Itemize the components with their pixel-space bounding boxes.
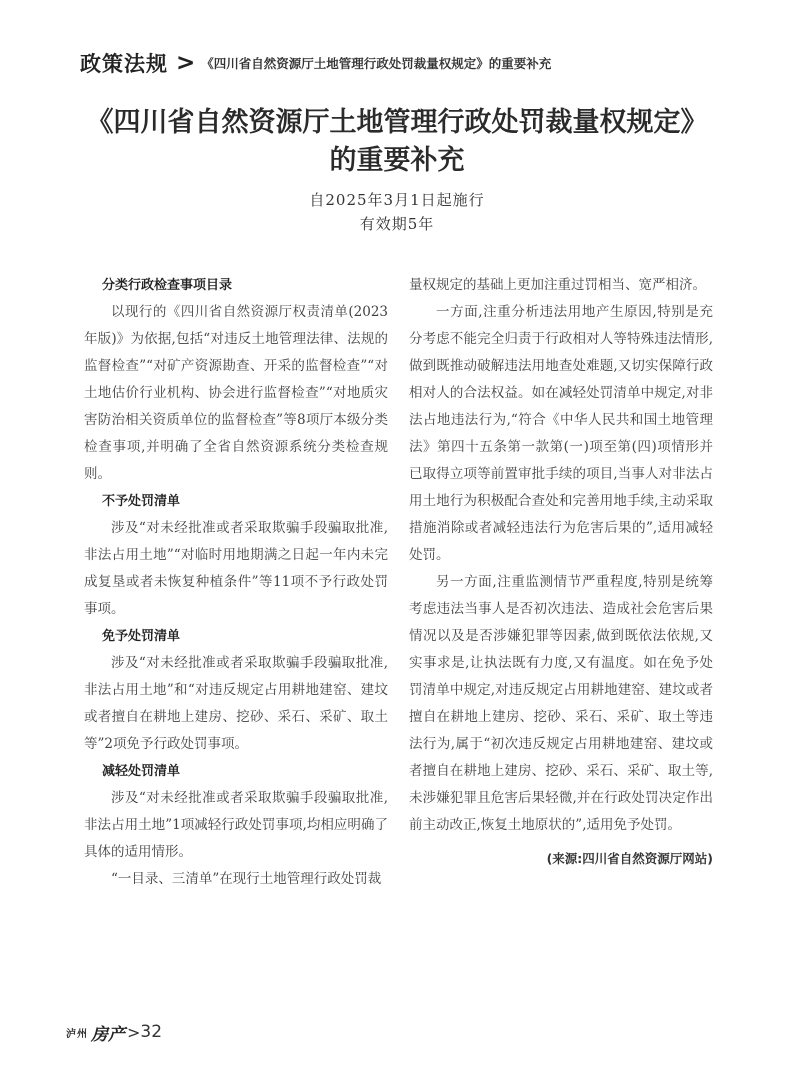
paragraph-second-aspect: 另一方面,注重监测情节严重程度,特别是统筹考虑违法当事人是否初次违法、造成社会危害后果情况以及是否涉嫌犯罪等因素,做到既依法依规,又实事求是,让执法既有力度,又有温度。如在免予处罚清单中规定,对违反规定占用耕地建窑、建坟或者擅自在耕地上建房、挖砂、采石、采矿、取土等违法行为,属于“初次违反规定占用耕地建窑、建坟或者擅自在耕地上建房、挖砂、采石、采矿、取土等,未涉嫌犯罪且危害后果轻微,并在行政处罚决定作出前主动改正,恢复土地原状的”,适用免予处罚。 — [409, 574, 713, 833]
magazine-logo: 房产 — [91, 1024, 125, 1045]
page-number: 32 — [140, 1022, 163, 1042]
body-column-right — [409, 272, 713, 872]
paragraph-no-penalty-list: 涉及“对未经批准或者采取欺骗手段骗取批准,非法占用土地”“对临时用地期满之日起一年内未完成复垦或者未恢复种植条件”等11项不予行政处罚事项。 — [84, 520, 388, 617]
running-title: 《四川省自然资源厅土地管理行政处罚裁量权规定》的重要补充 — [201, 56, 552, 71]
body-column-left — [84, 272, 388, 893]
subheading-exempt-penalty-list: 免予处罚清单 — [102, 629, 181, 644]
article-title-block — [60, 104, 734, 236]
paragraph-summary-start: “一目录、三清单”在现行土地管理行政处罚裁 — [111, 871, 382, 887]
paragraph-reduced-penalty-list: 涉及“对未经批准或者采取欺骗手段骗取批准,非法占用土地”1项减轻行政处罚事项,均相应明确了具体的适用情形。 — [84, 790, 388, 860]
page-footer — [66, 1020, 162, 1044]
chevron-right-icon: > — [176, 50, 196, 76]
subheading-inspection-catalog: 分类行政检查事项目录 — [102, 278, 233, 293]
section-name: 政策法规 — [80, 52, 168, 76]
article-title-line-1: 《四川省自然资源厅土地管理行政处罚裁量权规定》 — [86, 107, 708, 138]
article-title — [60, 104, 734, 180]
effective-date: 自2025年3月1日起施行 — [309, 191, 485, 209]
article-title-line-2: 的重要补充 — [329, 145, 465, 176]
validity-period: 有效期5年 — [359, 215, 435, 233]
chevron-right-icon: > — [127, 1022, 141, 1042]
subheading-reduced-penalty-list: 减轻处罚清单 — [102, 764, 181, 779]
footer-city: 泸州 — [66, 1028, 88, 1040]
source-credit: (来源:四川省自然资源厅网站) — [546, 851, 713, 866]
paragraph-exempt-penalty-list: 涉及“对未经批准或者采取欺骗手段骗取批准,非法占用土地”和“对违反规定占用耕地建窑、建坟或者擅自在耕地上建房、挖砂、采石、采矿、取土等”2项免予行政处罚事项。 — [84, 655, 388, 752]
paragraph-inspection-catalog: 以现行的《四川省自然资源厅权责清单(2023年版)》为依据,包括“对违反土地管理法律、法规的监督检查”“对矿产资源勘查、开采的监督检查”“对土地估价行业机构、协会进行监督检查”“对地质灾害防治相关资质单位的监督检查”等8项厅本级分类检查事项,并明确了全省自然资源系统分类检查规则。 — [84, 304, 388, 482]
paragraph-summary-continued: 量权规定的基础上更加注重过罚相当、宽严相济。 — [409, 277, 706, 293]
subheading-no-penalty-list: 不予处罚清单 — [102, 494, 181, 509]
paragraph-first-aspect: 一方面,注重分析违法用地产生原因,特别是充分考虑不能完全归责于行政相对人等特殊违法情形,做到既推动破解违法用地查处难题,又切实保障行政相对人的合法权益。如在减轻处罚清单中规定,对非法占地违法行为,“符合《中华人民共和国土地管理法》第四十五条第一款第(一)项至第(四)项情形并已取得立项等前置审批手续的项目,当事人对非法占用土地行为积极配合查处和完善用地手续,主动采取措施消除或者减轻违法行为危害后果的”,适用减轻处罚。 — [409, 304, 713, 563]
running-header — [80, 48, 551, 78]
